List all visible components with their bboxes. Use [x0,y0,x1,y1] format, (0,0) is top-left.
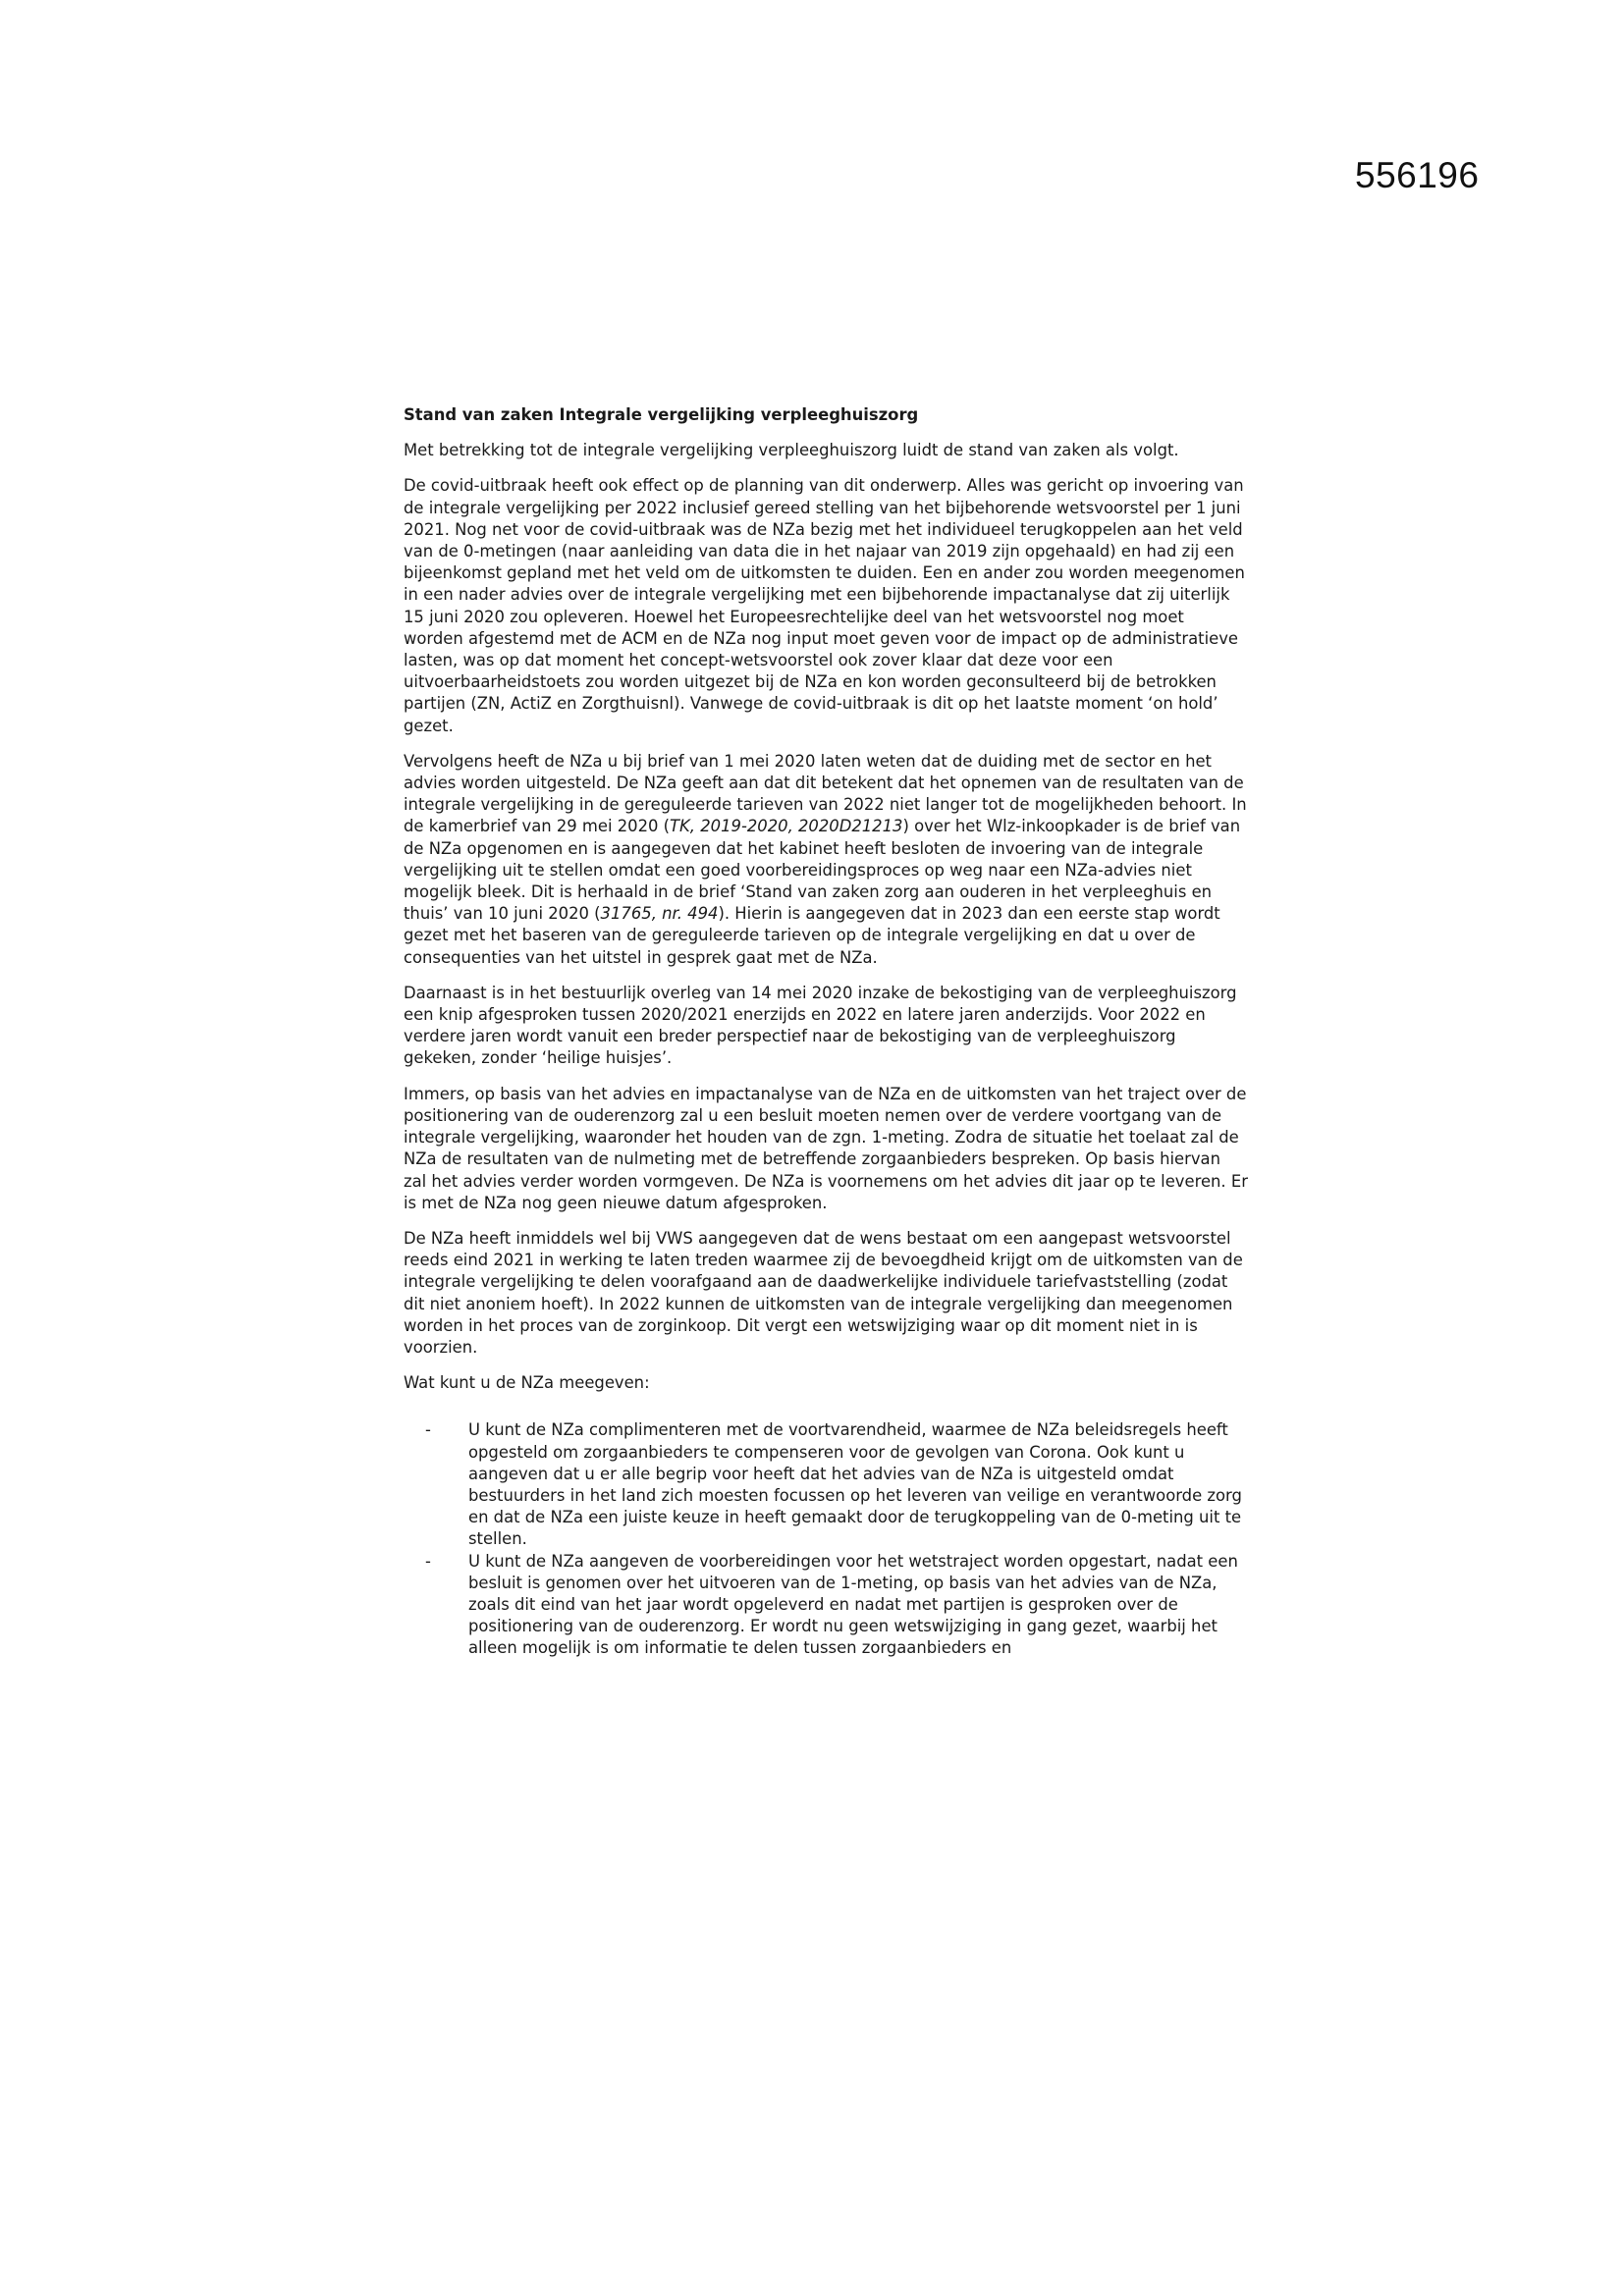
document-title: Stand van zaken Integrale vergelijking verpleeghuiszorg [404,405,919,424]
paragraph-meegeven: Wat kunt u de NZa meegeven: [404,1373,650,1393]
paragraph-covid-planning: De covid-uitbraak heeft ook effect op de planning van dit onderwerp. Alles was gericht op invoering van de integrale vergelijking per 2022 inclusief gereed stelling van het bijbehorende wetsvoorstel per 1 juni 2021. Nog net voor de covid-uitbraak was de NZa bezig met het individueel terugkoppelen aan het veld van de 0-metingen (naar aanleiding van data die in het najaar van 2019 zijn opgehaald) en had zij een bijeenkomst gepland met het veld om de uitkomsten te duiden. Een en ander zou worden meegenomen in een nader advies over de integrale vergelijking met een bijbehorende impactanalyse dat zij uiterlijk 15 juni 2020 zou opleveren. Hoewel het Europeesrechtelijke deel van het wetsvoorstel nog moet worden afgestemd met de ACM en de NZa nog input moet geven voor de impact op de administratieve lasten, was op dat moment het concept-wetsvoorstel ook zover klaar dat deze voor een uitvoerbaarheidstoets zou worden uitgezet bij de NZa en kon worden geconsulteerd bij de betrokken partijen (ZN, ActiZ en Zorgthuisnl). Vanwege de covid-uitbraak is dit op het laatste moment ‘on hold’ gezet. [404,476,1245,735]
document-body [404,404,1248,1660]
paragraph-bestuurlijk-overleg: Daarnaast is in het bestuurlijk overleg van 14 mei 2020 inzake de bekostiging van de verpleeghuiszorg een knip afgesproken tussen 2020/2021 enerzijds en 2022 en latere jaren anderzijds. Voor 2022 en verdere jaren wordt vanuit een breder perspectief naar de bekostiging van de verpleeghuiszorg gekeken, zonder ‘heilige huisjes’. [404,983,1237,1068]
advice-list [404,1419,1248,1659]
intro-paragraph: Met betrekking tot de integrale vergelijking verpleeghuiszorg luidt de stand van zaken als volgt. [404,441,1179,460]
reference-kamerbrief: TK, 2019-2020, 2020D21213 [670,817,903,836]
bullet-dash: - [425,1420,431,1440]
paragraph-text: Vervolgens heeft de NZa u bij brief van 1 mei 2020 laten weten dat de duiding met de sector en het advies worden uitgesteld. De NZa geeft aan dat dit betekent dat het opnemen van de resultaten van de integrale vergelijking in de gereguleerde tarieven van 2022 niet langer tot de mogelijkheden behoort. In de kamerbrief van 29 mei 2020 ( [404,751,1247,836]
paragraph-text: ). Hierin is aangegeven dat in 2023 dan een eerste stap wordt gezet met het baseren van de gereguleerde tarieven op de integrale vergelijking en dat u over de consequenties van het uitstel in gesprek gaat met de NZa. [404,904,1220,967]
list-item-text: U kunt de NZa aangeven de voorbereidingen voor het wetstraject worden opgestart, nadat een besluit is genomen over het uitvoeren van de 1-meting, op basis van het advies van de NZa, zoals dit eind van het jaar wordt opgeleverd en nadat met partijen is gesproken over de positionering van de ouderenzorg. Er wordt nu geen wetswijziging in gang gezet, waarbij het alleen mogelijk is om informatie te delen tussen zorgaanbieders en [468,1551,1238,1658]
bullet-dash: - [425,1551,431,1571]
list-item [404,1419,1248,1550]
reference-brief-ouderenzorg: 31765, nr. 494 [600,904,719,924]
paragraph-text: ) over het Wlz-inkoopkader is de brief van de NZa opgenomen en is aangegeven dat het kabinet heeft besloten de invoering van de integrale vergelijking uit te stellen omdat een goed voorbereidingsproces op weg naar een NZa-advies niet mogelijk bleek. Dit is herhaald in de brief ‘Stand van zaken zorg aan ouderen in het verpleeghuis en thuis’ van 10 juni 2020 ( [404,817,1241,924]
paragraph-advies: Immers, op basis van het advies en impactanalyse van de NZa en de uitkomsten van het traject over de positionering van de ouderenzorg zal u een besluit moeten nemen over de verdere voortgang van de integrale vergelijking, waaronder het houden van de zgn. 1-meting. Zodra de situatie het toelaat zal de NZa de resultaten van de nulmeting met de betreffende zorgaanbieders bespreken. Op basis hiervan zal het advies verder worden vormgeven. De NZa is voornemens om het advies dit jaar op te leveren. Er is met de NZa nog geen nieuwe datum afgesproken. [404,1084,1248,1212]
paragraph-wetsvoorstel: De NZa heeft inmiddels wel bij VWS aangegeven dat de wens bestaat om een aangepast wetsvoorstel reeds eind 2021 in werking te laten treden waarmee zij de bevoegdheid krijgt om de uitkomsten van de integrale vergelijking te delen voorafgaand aan de daadwerkelijke individuele tariefvaststelling (zodat dit niet anoniem hoeft). In 2022 kunnen de uitkomsten van de integrale vergelijking dan meegenomen worden in het proces van de zorginkoop. Dit vergt een wetswijziging waar op dit moment niet in is voorzien. [404,1228,1243,1357]
document-number: 556196 [1355,155,1480,195]
paragraph-nza-letter [404,751,1248,969]
list-item [404,1551,1248,1660]
list-item-text: U kunt de NZa complimenteren met de voortvarendheid, waarmee de NZa beleidsregels heeft opgesteld om zorgaanbieders te compenseren voor de gevolgen van Corona. Ook kunt u aangeven dat u er alle begrip voor heeft dat het advies van de NZa is uitgesteld omdat bestuurders in het land zich moesten focussen op het leveren van veilige en verantwoorde zorg en dat de NZa een juiste keuze in heeft gemaakt door de terugkoppeling van de 0-meting uit te stellen. [468,1420,1242,1549]
